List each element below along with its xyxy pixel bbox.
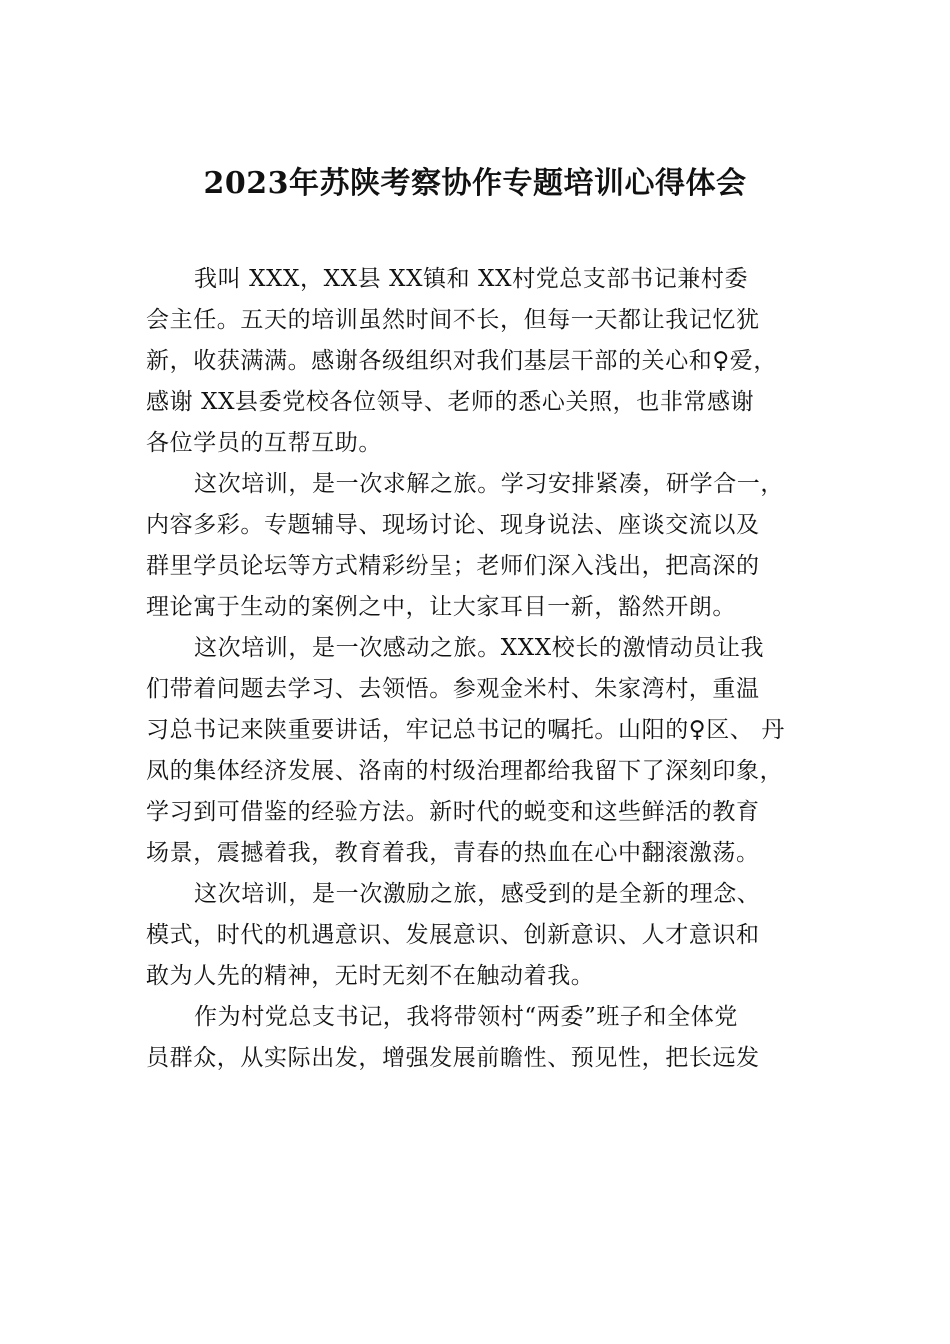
paragraph-line: 学习到可借鉴的经验方法。新时代的蜕变和这些鲜活的教育	[146, 799, 760, 825]
paragraph-line: 新，收获满满。感谢各级组织对我们基层干部的关心和♀爱，	[146, 348, 778, 374]
paragraph-line: 这次培训，是一次求解之旅。学习安排紧凑，研学合一，	[194, 471, 784, 497]
paragraph-line: 这次培训，是一次激励之旅，感受到的是全新的理念、	[194, 881, 761, 907]
paragraph-line: 这次培训，是一次感动之旅。XXX校长的激情动员让我	[194, 635, 765, 661]
paragraph-line: 内容多彩。专题辅导、现场讨论、现身说法、座谈交流以及	[146, 512, 760, 538]
paragraph-line: 场景，震撼着我，教育着我，青春的热血在心中翻滚激荡。	[146, 840, 760, 866]
paragraph-line: 凤的集体经济发展、洛南的村级治理都给我留下了深刻印象，	[146, 758, 784, 784]
paragraph-line: 敢为人先的精神，无时无刻不在触动着我。	[146, 963, 595, 989]
paragraph-line: 理论寓于生动的案例之中，让大家耳目一新，豁然开朗。	[146, 594, 736, 620]
paragraph-line: 模式，时代的机遇意识、发展意识、创新意识、人才意识和	[146, 922, 760, 948]
paragraph-line: 习总书记来陕重要讲话，牢记总书记的嘱托。山阳的♀区、 丹	[146, 717, 785, 743]
document-title: 2023年苏陕考察协作专题培训心得体会	[203, 166, 747, 201]
paragraph-line: 会主任。五天的培训虽然时间不长，但每一天都让我记忆犹	[146, 307, 760, 333]
paragraph-line: 感谢 XX县委党校各位领导、老师的悉心关照，也非常感谢	[146, 389, 755, 415]
paragraph-line: 群里学员论坛等方式精彩纷呈；老师们深入浅出，把高深的	[146, 553, 760, 579]
paragraph-line: 各位学员的互帮互助。	[146, 430, 382, 456]
paragraph-line: 员群众，从实际出发，增强发展前瞻性、预见性，把长远发	[146, 1045, 760, 1071]
document-body	[146, 259, 822, 1079]
paragraph-line: 作为村党总支书记，我将带领村“两委”班子和全体党	[194, 1004, 738, 1030]
paragraph-line: 我叫 XXX，XX县 XX镇和 XX村党总支部书记兼村委	[194, 266, 749, 292]
paragraph-line: 们带着问题去学习、去领悟。参观金米村、朱家湾村，重温	[146, 676, 760, 702]
